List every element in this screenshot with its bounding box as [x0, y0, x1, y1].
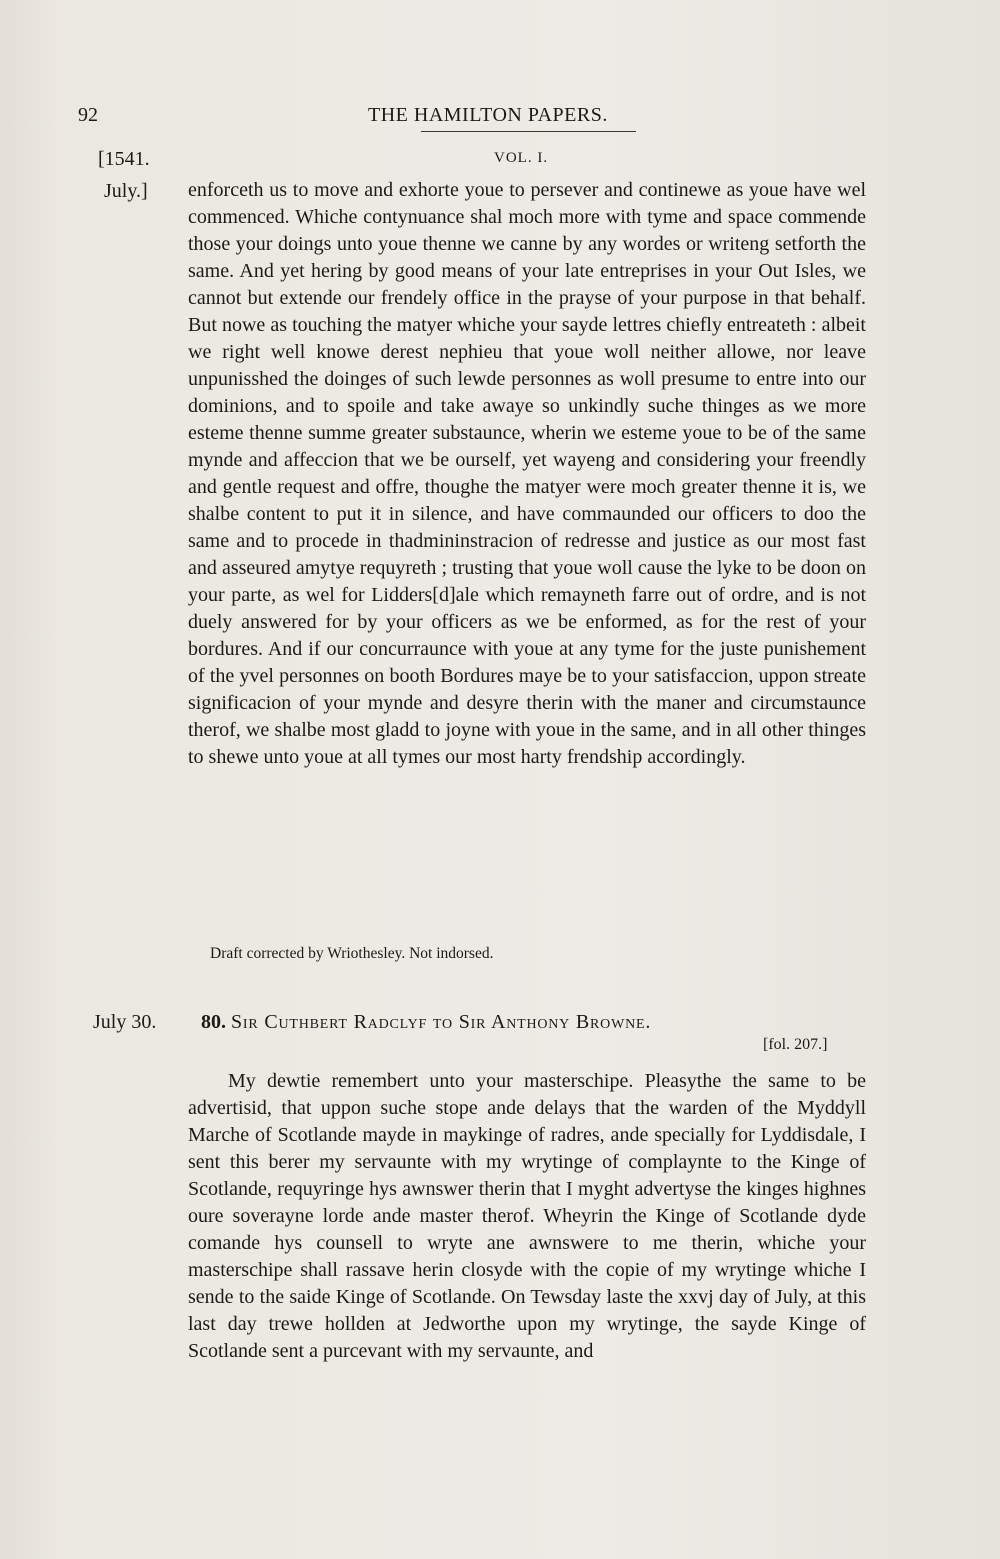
- paragraph: My dewtie remembert unto your masterschipe. Pleasythe the same to be advertisid, that uppon suche stope ande delays that the warden of the Myddyll Marche of Scotlande mayde in maykinge of radres, ande specially for Lyddisdale, I sent this berer my servaunte with my wrytinge of complaynte to the Kinge of Scotlande, requyringe hys awnswer therin that I myght advertyse the kinges highnes oure soverayne lorde ande master therof. Wheyrin the Kinge of Scotlande dyde comande hys counsell to wryte ane awnswere to me therin, whiche your masterschipe shall rassave herin closyde with the copie of my wrytinge whiche I sende to the saide Kinge of Scotlande. On Tewsday laste the xxvj day of July, at this last day trewe hollden at Jedworthe upon my wrytinge, the sayde Kinge of Scotlande sent a purcevant with my servaunte, and: [188, 1070, 866, 1362]
- page-header: [78, 98, 898, 138]
- margin-date-july-30: July 30.: [93, 1011, 157, 1033]
- document-number: 80.: [201, 1011, 226, 1033]
- folio-reference: [fol. 207.]: [763, 1036, 828, 1053]
- draft-note: Draft corrected by Wriothesley. Not indorsed.: [210, 945, 494, 962]
- margin-date-july: July.]: [104, 180, 148, 202]
- document-title: Sir Cuthbert Radclyf to Sir Anthony Browne.: [231, 1011, 652, 1033]
- running-title: THE HAMILTON PAPERS.: [368, 104, 608, 126]
- page-number: 92: [78, 104, 98, 126]
- letter-body-2: [188, 1068, 866, 1365]
- paragraph: enforceth us to move and exhorte youe to persever and continewe as youe have wel commenced. Whiche contynuance shal moch more with tyme and space commende those your doings unto youe thenne we canne by any wordes or writeng setforth the same. And yet hering by good means of your late entreprises in your Out Isles, we cannot but extende our frendely office in the prayse of your purpose in that behalf. But nowe as touching the matyer whiche your sayde lettres chiefly entreateth : albeit we right well knowe derest nephieu that youe woll neither allowe, nor leave unpunisshed the doinges of such lewde personnes as woll presume to entre into our dominions, and to spoile and take awaye so unkindly suche thinges as we more esteme thenne summe greater substaunce, wherin we esteme youe to be of the same mynde and affeccion that we be ourself, yet wayeng and considering your freendly and gentle request and offre, thoughe the matyer were moch greater thenne it is, we shalbe content to put it in silence, and have commaunded our officers to doo the same and to procede in thadmininstracion of redresse and justice as our most fast and asseured amytye requyreth ; trusting that youe woll cause the lyke to be doon on your parte, as wel for Lidders[d]ale which remayneth farre out of ordre, and is not duely answered for by your officers as we be enformed, as for the rest of your bordures. And if our concurraunce with youe at any tyme for the juste punishement of the yvel personnes on booth Bordures maye be to your satisfaccion, uppon streate significacion of your mynde and desyre therin with the maner and circumstaunce therof, we shalbe most gladd to joyne with youe in the same, and in all other thinges to shewe unto youe at all tymes our most harty frendship accordingly.: [188, 179, 866, 768]
- year-note: [1541.: [98, 148, 150, 170]
- document-heading: [93, 1011, 873, 1034]
- header-rule: [421, 131, 636, 132]
- volume-label: VOL. I.: [494, 150, 549, 166]
- letter-body-1: [188, 177, 866, 771]
